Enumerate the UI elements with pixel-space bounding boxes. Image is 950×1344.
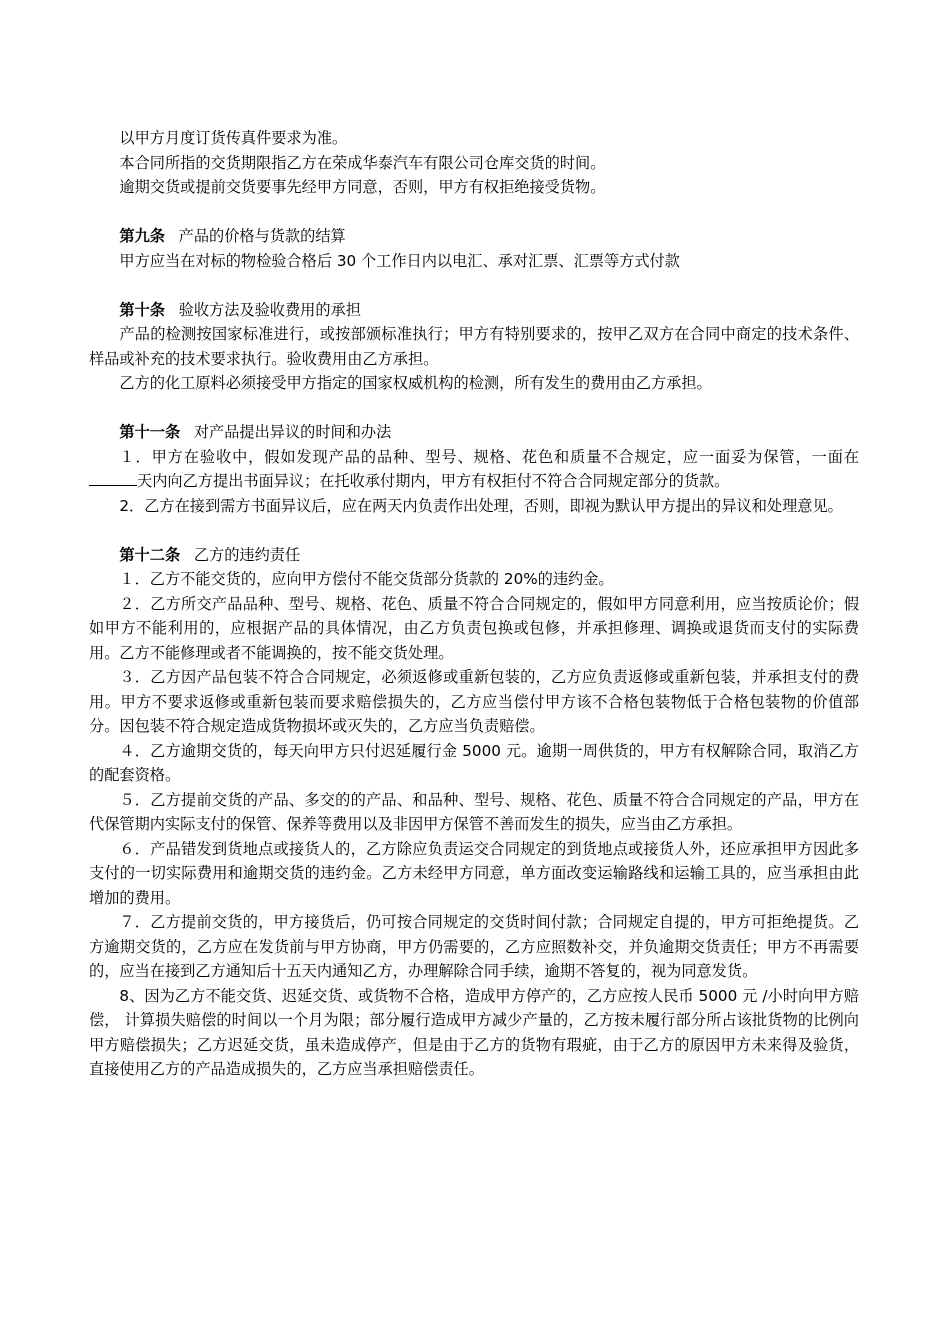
article-9-number: 第九条	[119, 227, 165, 245]
article-12-item-2: ２．乙方所交产品品种、型号、规格、花色、质量不符合合同规定的，假如甲方同意利用，应当按质论价；假如甲方不能利用的，应根据产品的具体情况，由乙方负责包换或包修，并承担修理、调换或退货而支付的实际费用。乙方不能修理或者不能调换的，按不能交货处理。	[89, 594, 859, 662]
article-10-number: 第十条	[119, 300, 165, 319]
article-10-title: 验收方法及验收费用的承担	[178, 300, 361, 319]
article-12-item-4: ４．乙方逾期交货的，每天向甲方只付迟延履行金 5000 元。逾期一周供货的，甲方有权解除合同，取消乙方的配套资格。	[89, 741, 859, 784]
article-12-number: 第十二条	[119, 545, 181, 564]
spacer	[89, 273, 859, 298]
article-9-title: 产品的价格与货款的结算	[178, 227, 346, 245]
spacer	[89, 396, 859, 421]
article-11-heading	[89, 420, 859, 445]
article-12-item-3: ３．乙方因产品包装不符合合同规定，必须返修或重新包装的，乙方应负责返修或重新包装，并承担支付的费用。甲方不要求返修或重新包装而要求赔偿损失的，乙方应当偿付甲方该不合格包装物低于合格包装物的价值部分。因包装不符合规定造成货物损坏或灭失的，乙方应当负责赔偿。	[89, 668, 859, 735]
article-11-para-2: 2．乙方在接到需方书面异议后，应在两天内负责作出处理，否则，即视为默认甲方提出的异议和处理意见。	[119, 496, 843, 515]
spacer	[89, 200, 859, 225]
article-9-para-1: 甲方应当在对标的物检验合格后 30 个工作日内以电汇、承对汇票、汇票等方式付款	[119, 251, 680, 270]
contract-page	[89, 126, 859, 1082]
article-12-item-5: ５．乙方提前交货的产品、多交的的产品、和品种、型号、规格、花色、质量不符合合同规定的产品，甲方在代保管期内实际支付的保管、保养等费用以及非因甲方保管不善而发生的损失，应当由乙方承担。	[89, 790, 859, 833]
article-11-number: 第十一条	[119, 423, 181, 441]
article-11-para-1	[89, 445, 859, 494]
article-10-para-1: 产品的检测按国家标准进行，或按部颁标准执行；甲方有特别要求的，按甲乙双方在合同中商定的技术条件、样品或补充的技术要求执行。验收费用由乙方承担。	[89, 325, 859, 368]
days-blank-field	[89, 470, 137, 486]
spacer	[89, 518, 859, 543]
article-12-item-6: ６．产品错发到货地点或接货人的，乙方除应负责运交合同规定的到货地点或接货人外，还应承担甲方因此多支付的一切实际费用和逾期交货的违约金。乙方未经甲方同意，单方面改变运输路线和运输工具的，应当承担由此增加的费用。	[89, 839, 859, 907]
article-12-item-8: 8、因为乙方不能交货、迟延交货、或货物不合格，造成甲方停产的，乙方应按人民币 5000 元 /小时向甲方赔偿， 计算损失赔偿的时间以一个月为限；部分履行造成甲方减少产量的，乙方按未履行部分所占该批货物的比例向甲方赔偿损失；乙方迟延交货，虽未造成停产，但是由于乙方的货物有瑕疵，由于乙方的原因甲方未来得及验货，直接使用乙方的产品造成损失的，乙方应当承担赔偿责任。	[89, 986, 859, 1078]
article-10-para-2: 乙方的化工原料必须接受甲方指定的国家权威机构的检测，所有发生的费用由乙方承担。	[119, 374, 712, 392]
article-11-para-1-text-a: １．甲方在验收中，假如发现产品的品种、型号、规格、花色和质量不合规定，应一面妥为保管，一面在	[119, 447, 859, 466]
article-12-item-1: １．乙方不能交货的，应向甲方偿付不能交货部分货款的 20%的违约金。	[119, 570, 614, 588]
article-12-title: 乙方的违约责任	[193, 545, 301, 564]
article-11-title: 对产品提出异议的时间和办法	[193, 423, 392, 441]
article-10-heading	[89, 298, 859, 323]
article-12-item-7: ７．乙方提前交货的，甲方接货后，仍可按合同规定的交货时间付款；合同规定自提的，甲方可拒绝提货。乙方逾期交货的，乙方应在发货前与甲方协商，甲方仍需要的，乙方应照数补交，并负逾期交货责任；甲方不再需要的，应当在接到乙方通知后十五天内通知乙方，办理解除合同手续，逾期不答复的，视为同意发货。	[89, 913, 859, 980]
intro-para-3: 逾期交货或提前交货要事先经甲方同意，否则，甲方有权拒绝接受货物。	[119, 178, 606, 196]
article-11-para-1-text-b: 天内向乙方提出书面异议；在托收承付期内，甲方有权拒付不符合合同规定部分的货款。	[137, 472, 730, 490]
article-9-heading	[89, 224, 859, 249]
article-12-heading	[89, 543, 859, 568]
intro-para-1: 以甲方月度订货传真件要求为准。	[119, 129, 348, 147]
intro-para-2: 本合同所指的交货期限指乙方在荣成华泰汽车有限公司仓库交货的时间。	[119, 153, 606, 172]
